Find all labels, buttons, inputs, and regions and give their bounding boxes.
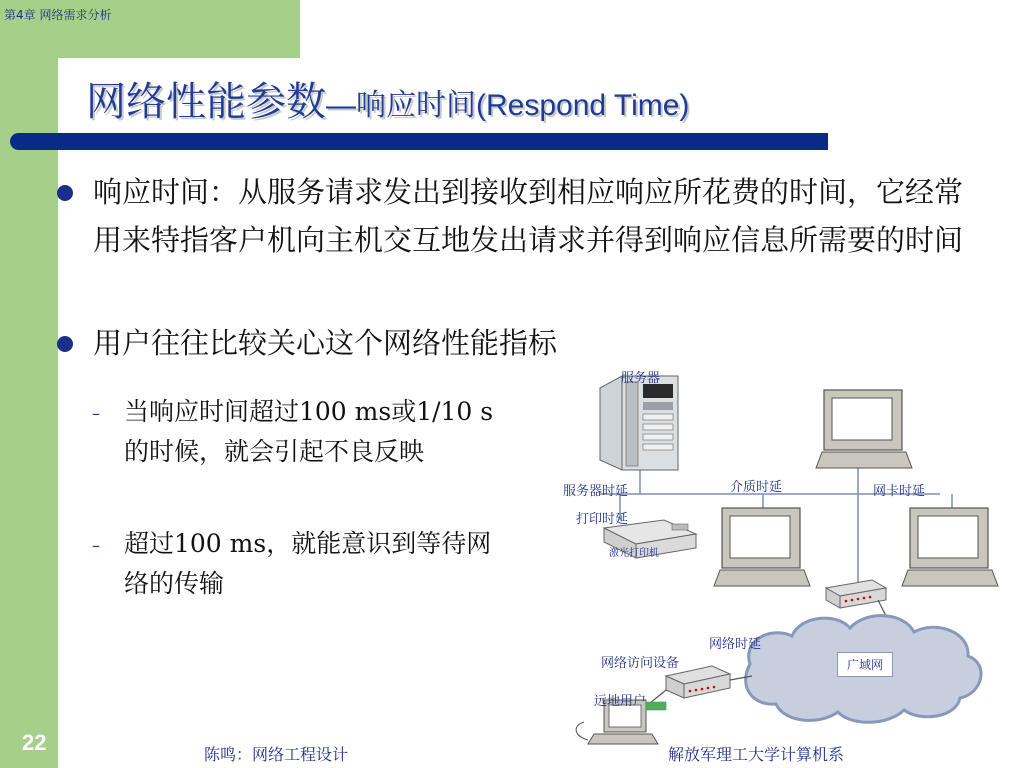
label-remote-user: 远地用户 [594,694,647,709]
label-server: 服务器 [621,371,661,386]
server-icon [600,376,678,470]
bullet-text-1: 响应时间：从服务请求发出到接收到相应响应所花费的时间，它经常用来特指客户机向主机交互地发出请求并得到响应信息所需要的时间 [93,175,964,257]
title-sub: —响应时间(Respond Time) [326,89,690,122]
workstation-icon-right [902,508,998,586]
workstation-icon-top-right [816,390,912,468]
chapter-label: 第4章 网络需求分析 [4,8,112,22]
sub-bullet-text-1: 当响应时间超过100 ms或1/10 s的时候，就会引起不良反映 [124,397,494,466]
title-main: 网络性能参数 [86,79,326,125]
workstation-icon-middle [714,508,810,586]
slide-number: 22 [22,730,47,755]
label-network-delay: 网络时延 [709,637,762,652]
label-medium-delay: 介质时延 [730,480,783,495]
footer-department: 解放军理工大学计算机系 [668,745,845,764]
bullet-text-2: 用户往往比较关心这个网络性能指标 [93,326,558,360]
label-print-delay: 打印时延 [576,512,629,527]
label-laser-printer: 激光打印机 [609,548,659,559]
sub-bullet-dash-2: – [92,536,100,555]
sub-bullet-text-2: 超过100 ms，就能意识到等待网络的传输 [124,529,492,598]
sub-bullet-dash-1: – [92,404,100,423]
hub-icon [826,580,886,608]
label-wan: 广域网 [837,652,893,677]
label-network-access-device: 网络访问设备 [601,656,680,671]
label-server-delay: 服务器时延 [563,484,629,499]
footer-author: 陈鸣：网络工程设计 [204,745,349,764]
label-nic-delay: 网卡时延 [873,484,926,499]
